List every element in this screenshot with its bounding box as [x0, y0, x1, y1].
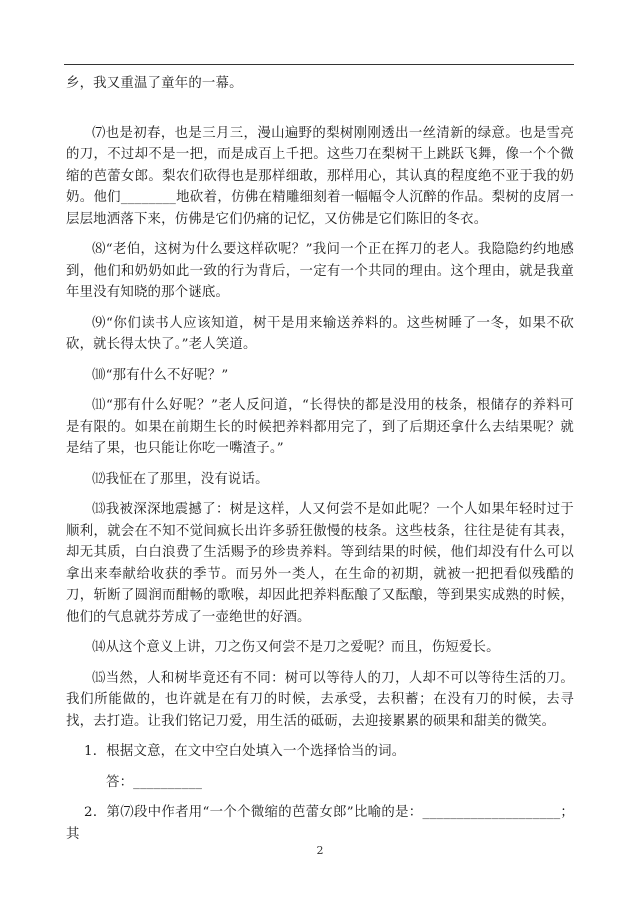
paragraph-11: ⑾“那有什么好呢？”老人反问道，“长得快的都是没用的枝条，根储存的养料可是有限的。如果在前期生长的时候把养料都用完了，到了后期还拿什么去结果呢？就是结了果，也只能让你吃一嘴渣子。”	[66, 398, 574, 456]
paragraph-8: ⑻“老伯，这树为什么要这样砍呢？”我问一个正在挥刀的老人。我隐隐约约地感到，他们和奶奶如此一致的行为背后，一定有一个共同的理由。这个理由，就是我童年里没有知晓的那个谜底。	[66, 242, 574, 300]
paragraph-gap	[66, 460, 574, 469]
paragraph-gap	[66, 793, 574, 802]
paragraph-gap	[66, 763, 574, 772]
paragraph-9: ⑼“你们读书人应该知道，树干是用来输送养料的。这些树睡了一冬，如果不砍砍，就长得太快了。”老人笑道。	[66, 315, 574, 352]
paragraph-gap	[66, 732, 574, 741]
paragraph-12: ⑿我怔在了那里，没有说话。	[92, 471, 269, 487]
paragraph-7: ⑺也是初春，也是三月三，漫山遍野的梨树刚刚透出一丝清新的绿意。也是雪亮的刀，不过却不是一把，而是成百上千把。这些刀在梨树干上跳跃飞舞，像一个个微缩的芭蕾女郎。梨农们砍得也是那样细敢，那样用心，其认真的程度绝不亚于我的奶奶。他们________地砍着，仿佛在精雕细刻着一幅幅令人沉醉的作品。梨树的皮屑一层层地洒落下来，仿佛是它们仍痛的记忆，又仿佛是它们陈旧的冬衣。	[66, 125, 574, 227]
continuation-line: 乡，我又重温了童年的一幕。	[66, 76, 243, 91]
header-rule	[64, 64, 574, 65]
paragraph-gap	[66, 490, 574, 499]
paragraph-gap	[66, 304, 574, 313]
question-2: 2．第⑺段中作者用“一个个微缩的芭蕾女郎”比喻的是：____________________；其	[66, 805, 574, 842]
paragraph-10: ⑽“那有什么不好呢？”	[92, 367, 229, 383]
paragraph-13: ⒀我被深深地震撼了：树是这样，人又何尝不是如此呢？一个人如果年轻时过于顺利，就会在不知不觉间疯长出许多骄狂傲慢的枝条。这些枝条，往往是徒有其表，却无其质，白白浪费了生活赐予的珍贵养料。等到结果的时候，他们却没有什么可以拿出来奉献给收获的季节。而另外一类人，在生命的初期，就被一把把看似残酷的刀，斩断了圆润而酣畅的歌喉，却因此把养料酝酿了又酝酿，等到果实成熟的时候，他们的气息就芬芳成了一壶绝世的好酒。	[66, 502, 574, 625]
document-body	[66, 73, 574, 845]
page-number: 2	[316, 844, 324, 857]
paragraph-gap	[66, 230, 574, 239]
paragraph-14: ⒁从这个意义上讲，刀之伤又何尝不是刀之爱呢？而且，伤短爱长。	[92, 640, 500, 655]
answer-blank-1[interactable]: 答：__________	[106, 774, 203, 790]
paragraph-gap	[66, 356, 574, 365]
question-1: 1．根据文意，在文中空白处填入一个选择恰当的词。	[84, 744, 406, 759]
paragraph-15: ⒂当然，人和树毕竟还有不同：树可以等待人的刀，人却不可以等待生活的刀。我们所能做的，也许就是在有刀的时候，去承受，去积蓄；在没有刀的时候，去寻找，去打造。让我们铭记刀爱，用生活的砥砺，去迎接累累的硕果和甜美的微笑。	[66, 670, 574, 729]
paragraph-gap	[66, 628, 574, 637]
paragraph-gap	[66, 659, 574, 668]
section-gap	[66, 95, 574, 123]
paragraph-gap	[66, 386, 574, 395]
